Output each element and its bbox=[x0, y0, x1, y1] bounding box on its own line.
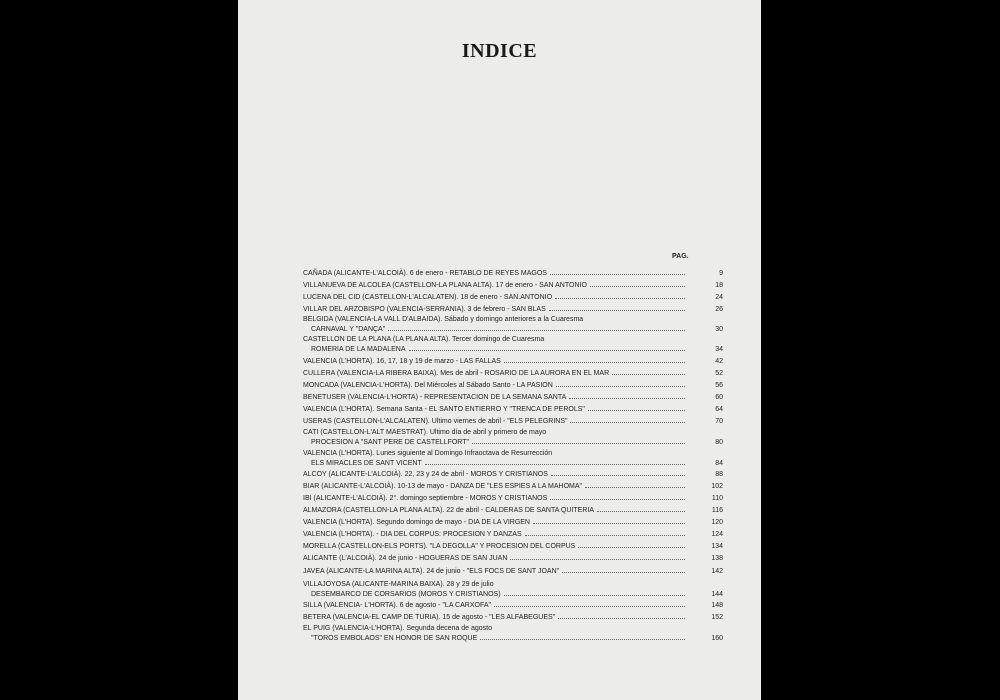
page-column-header: PAG. bbox=[672, 253, 689, 260]
entry-line bbox=[303, 612, 688, 622]
entry-page-number: 80 bbox=[715, 439, 723, 446]
entry-line bbox=[303, 493, 688, 503]
dot-leader bbox=[409, 344, 685, 351]
entry-page-number: 18 bbox=[715, 282, 723, 289]
entry-line bbox=[303, 344, 688, 354]
entry-page-number: 116 bbox=[711, 507, 723, 514]
entry-text: VALENCIA (L'HORTA). 16, 17, 18 y 19 de marzo - LAS FALLAS bbox=[303, 358, 501, 365]
dot-leader bbox=[550, 493, 685, 500]
entry-text: USERAS (CASTELLON-L'ALCALATEN). Ultimo viernes de abril - "ELS PELEGRINS" bbox=[303, 418, 568, 425]
index-entry bbox=[303, 541, 723, 551]
index-entry bbox=[303, 292, 723, 302]
entry-page-number: 152 bbox=[711, 614, 723, 621]
dot-leader bbox=[388, 324, 685, 331]
entry-page-number: 34 bbox=[715, 346, 723, 353]
index-entry bbox=[303, 304, 723, 314]
entry-line bbox=[303, 581, 688, 589]
dot-leader bbox=[504, 589, 685, 596]
entry-line bbox=[303, 316, 688, 324]
dot-leader bbox=[555, 292, 685, 299]
index-entry bbox=[303, 336, 723, 354]
dot-leader bbox=[588, 404, 685, 411]
entry-page-number: 26 bbox=[715, 306, 723, 313]
entry-line bbox=[303, 566, 688, 576]
index-entry bbox=[303, 368, 723, 378]
index-entry bbox=[303, 612, 723, 622]
dot-leader bbox=[533, 517, 685, 524]
dot-leader bbox=[562, 566, 685, 573]
dot-leader bbox=[504, 356, 685, 363]
entry-line bbox=[303, 336, 688, 344]
entry-line bbox=[303, 392, 688, 402]
entry-text: CAÑADA (ALICANTE-L'ALCOIÀ). 6 de enero - RETABLO DE REYES MAGOS bbox=[303, 270, 547, 277]
index-entry bbox=[303, 493, 723, 503]
entry-line bbox=[303, 404, 688, 414]
entry-text: ALCOY (ALICANTE-L'ALCOIÀ). 22, 23 y 24 de abril - MOROS Y CRISTIANOS bbox=[303, 471, 548, 478]
entry-text: VILLANUEVA DE ALCOLEA (CASTELLON-LA PLANA ALTA). 17 de enero - SAN ANTONIO bbox=[303, 282, 587, 289]
entry-line bbox=[303, 416, 688, 426]
entry-text: ALMAZORA (CASTELLON-LA PLANA ALTA). 22 de abril - CALDERAS DE SANTA QUITERIA bbox=[303, 507, 594, 514]
entry-line bbox=[303, 600, 688, 610]
entry-line bbox=[303, 458, 688, 468]
entry-page-number: 102 bbox=[711, 483, 723, 490]
index-entry bbox=[303, 429, 723, 447]
entry-page-number: 142 bbox=[711, 568, 723, 575]
entry-page-number: 9 bbox=[719, 270, 723, 277]
entry-line bbox=[303, 541, 688, 551]
entry-page-number: 88 bbox=[715, 471, 723, 478]
dot-leader bbox=[549, 304, 685, 311]
entry-text: "TOROS EMBOLAOS" EN HONOR DE SAN ROQUE bbox=[311, 635, 478, 642]
entry-text: ROMERIA DE LA MADALENA bbox=[311, 346, 406, 353]
page-title: INDICE bbox=[461, 40, 538, 62]
entry-line bbox=[303, 450, 688, 458]
entry-line bbox=[303, 292, 688, 302]
entry-line bbox=[303, 437, 688, 447]
entry-text: SILLA (VALENCIA- L'HORTA). 6 de agosto - "LA CARXOFA" bbox=[303, 602, 491, 609]
entry-text: JAVEA (ALICANTE-LA MARINA ALTA). 24 de junio - "ELS FOCS DE SANT JOAN" bbox=[303, 568, 560, 575]
entry-text: PROCESION A "SANT PERE DE CASTELLFORT" bbox=[311, 439, 469, 446]
entry-page-number: 30 bbox=[715, 326, 723, 333]
index-entry bbox=[303, 404, 723, 414]
entry-line bbox=[303, 529, 688, 539]
dot-leader bbox=[551, 469, 685, 476]
index-entry bbox=[303, 380, 723, 390]
dot-leader bbox=[510, 553, 685, 560]
entry-line bbox=[303, 280, 688, 290]
index-entry bbox=[303, 600, 723, 610]
entry-page-number: 64 bbox=[715, 406, 723, 413]
entry-text: VILLAR DEL ARZOBISPO (VALENCIA-SERRANIA). 3 de febrero - SAN BLAS bbox=[303, 306, 546, 313]
entry-page-number: 124 bbox=[711, 531, 723, 538]
entry-page-number: 110 bbox=[711, 495, 723, 502]
entry-line bbox=[303, 505, 688, 515]
entry-text: LUCENA DEL CID (CASTELLON-L'ALCALATEN). 18 de enero - SAN.ANTONIO bbox=[303, 294, 553, 301]
index-entry bbox=[303, 566, 723, 576]
entry-line bbox=[303, 304, 688, 314]
dot-leader bbox=[597, 505, 685, 512]
entry-page-number: 70 bbox=[715, 418, 723, 425]
index-entry bbox=[303, 529, 723, 539]
entry-line bbox=[303, 553, 688, 563]
entry-text: DESEMBARCO DE CORSARIOS (MOROS Y CRISTIANOS) bbox=[311, 591, 501, 598]
index-entry bbox=[303, 280, 723, 290]
dot-leader bbox=[585, 481, 685, 488]
entry-line bbox=[303, 589, 688, 599]
entry-line bbox=[303, 368, 688, 378]
entry-text: BETERA (VALENCIA-EL CAMP DE TURIA). 15 de agosto - "LES ALFABEGUES" bbox=[303, 614, 556, 621]
entry-line bbox=[303, 268, 688, 278]
entry-text: CATI (CASTELLON-L'ALT MAESTRAT). Ultimo día de abril y primero de mayo bbox=[303, 429, 547, 436]
entry-text: VALENCIA (L'HORTA). - DIA DEL CORPUS: PROCESION Y DANZAS bbox=[303, 531, 522, 538]
entry-text: VALENCIA (L'HORTA). Lunes siguiente al Domingo Infraoctava de Resurrección bbox=[303, 450, 553, 457]
index-entry bbox=[303, 505, 723, 515]
entry-line bbox=[303, 517, 688, 527]
index-entry bbox=[303, 268, 723, 278]
dot-leader bbox=[472, 437, 685, 444]
entry-text: VILLAJOYOSA (ALICANTE-MARINA BAIXA). 28 y 29 de julio bbox=[303, 581, 494, 588]
entry-text: MORELLA (CASTELLON-ELS PORTS). "LA DEGOLLA" Y PROCESION DEL CORPUS bbox=[303, 543, 576, 550]
entry-text: VALENCIA (L'HORTA). Semana Santa - EL SANTO ENTIERRO Y "TRENCA DE PEROLS" bbox=[303, 406, 585, 413]
index-entry bbox=[303, 392, 723, 402]
entry-page-number: 138 bbox=[711, 555, 723, 562]
index-entry bbox=[303, 356, 723, 366]
entry-page-number: 134 bbox=[711, 543, 723, 550]
index-entry bbox=[303, 481, 723, 491]
entry-page-number: 24 bbox=[715, 294, 723, 301]
entry-text: BIAR (ALICANTE-L'ALCOIÀ). 10-13 de mayo - DANZA DE "LES ESPIES A LA MAHOMA" bbox=[303, 483, 583, 490]
index-entry bbox=[303, 316, 723, 334]
entry-page-number: 56 bbox=[715, 382, 723, 389]
entry-page-number: 42 bbox=[715, 358, 723, 365]
index-entry bbox=[303, 553, 723, 563]
entry-line bbox=[303, 429, 688, 437]
dot-leader bbox=[590, 280, 685, 287]
entry-line bbox=[303, 356, 688, 366]
index-entry bbox=[303, 581, 723, 599]
dot-leader bbox=[494, 600, 685, 607]
dot-leader bbox=[480, 633, 685, 640]
entry-line bbox=[303, 469, 688, 479]
dot-leader bbox=[558, 612, 685, 619]
index-entry bbox=[303, 625, 723, 643]
entry-text: CULLERA (VALENCIA-LA RIBERA BAIXA). Mes de abril - ROSARIO DE LA AURORA EN EL MAR bbox=[303, 370, 610, 377]
index-entry bbox=[303, 517, 723, 527]
entry-page-number: 60 bbox=[715, 394, 723, 401]
entry-page-number: 52 bbox=[715, 370, 723, 377]
index-entry bbox=[303, 416, 723, 426]
entry-page-number: 120 bbox=[711, 519, 723, 526]
entry-line bbox=[303, 481, 688, 491]
entry-text: CASTELLON DE LA PLANA (LA PLANA ALTA). Tercer domingo de Cuaresma bbox=[303, 336, 545, 343]
entry-text: ELS MIRACLES DE SANT VICENT bbox=[311, 460, 422, 467]
entry-text: IBI (ALICANTE-L'ALCOIÀ). 2°. domingo septiembre - MOROS Y CRISTIANOS bbox=[303, 495, 548, 502]
index-entry bbox=[303, 450, 723, 468]
dot-leader bbox=[569, 392, 685, 399]
index-page bbox=[238, 0, 761, 700]
entry-text: BELGIDA (VALENCIA-LA VALL D'ALBAIDA). Sábado y domingo anteriores a la Cuaresma bbox=[303, 316, 584, 323]
entry-line bbox=[303, 633, 688, 643]
entry-text: MONCADA (VALENCIA-L'HORTA). Del Miércoles al Sábado Santo - LA PASION bbox=[303, 382, 553, 389]
entry-line bbox=[303, 380, 688, 390]
dot-leader bbox=[425, 458, 685, 465]
dot-leader bbox=[556, 380, 685, 387]
entry-page-number: 144 bbox=[711, 591, 723, 598]
entry-line bbox=[303, 625, 688, 633]
dot-leader bbox=[578, 541, 685, 548]
entry-text: BENETUSER (VALENCIA-L'HORTA) - REPRESENTACION DE LA SEMANA SANTA bbox=[303, 394, 567, 401]
dot-leader bbox=[525, 529, 685, 536]
entry-text: ALICANTE (L'ALCOIÀ). 24 de junio - HOGUERAS DE SAN JUAN bbox=[303, 555, 508, 562]
entry-text: EL PUIG (VALENCIA-L'HORTA). Segunda decena de agosto bbox=[303, 625, 493, 632]
entry-page-number: 84 bbox=[715, 460, 723, 467]
entry-line bbox=[303, 324, 688, 334]
dot-leader bbox=[550, 268, 685, 275]
dot-leader bbox=[570, 416, 685, 423]
entry-text: CARNAVAL Y "DANÇA" bbox=[311, 326, 386, 333]
entry-page-number: 160 bbox=[711, 635, 723, 642]
dot-leader bbox=[612, 368, 685, 375]
index-entry bbox=[303, 469, 723, 479]
entry-page-number: 148 bbox=[711, 602, 723, 609]
entry-text: VALENCIA (L'HORTA). Segundo domingo de mayo - DIA DE LA VIRGEN bbox=[303, 519, 530, 526]
